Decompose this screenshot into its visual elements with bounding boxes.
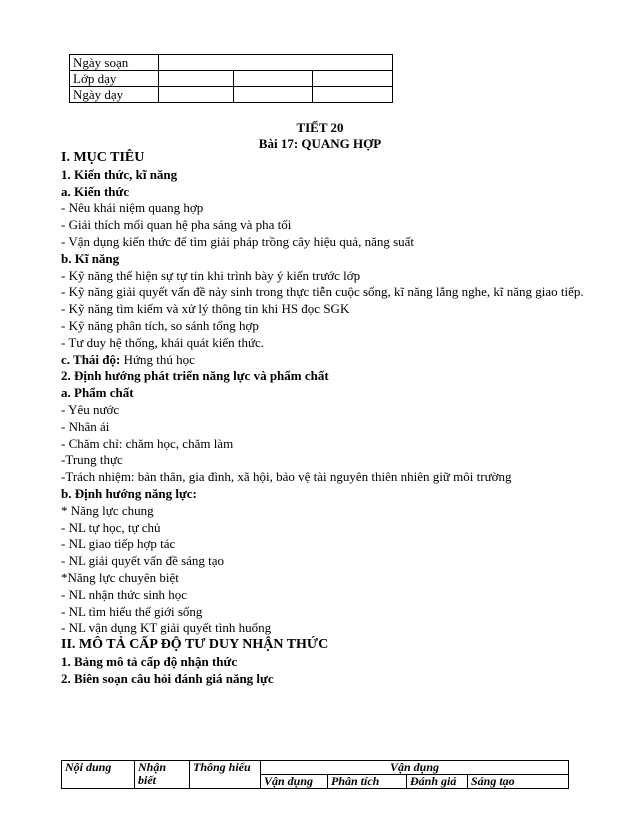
lesson-title: Bài 17: QUANG HỢP [258,136,382,151]
heading-kien-thuc-ki-nang: 1. Kiến thức, kĩ năng [61,166,178,182]
header-nhan-biet: Nhận biết [135,761,190,789]
table-row [70,87,393,103]
cell [159,87,234,103]
cognitive-levels-table [61,760,569,789]
list-item: - Chăm chỉ: chăm học, chăm làm [61,435,234,451]
list-item: - NL nhận thức sinh học [61,586,188,602]
list-item: - Kỹ năng thể hiện sự tự tin khi trình bày ý kiến trước lớp [61,267,361,283]
list-item: -Trung thực [61,452,123,468]
list-item: * Năng lực chung [61,502,154,518]
label-ngay-soan: Ngày soạn [70,55,159,71]
heading-thai-do: c. Thái độ: [61,351,121,367]
list-item: - NL giao tiếp hợp tác [61,536,176,552]
heading-dinh-huong-nang-luc: b. Định hướng năng lực: [61,485,197,501]
cell [313,71,393,87]
lesson-number: TIẾT 20 [296,120,344,135]
list-item: - NL tự học, tự chủ [61,519,161,535]
list-item: - Kỹ năng tìm kiếm và xử lý thông tin khi HS đọc SGK [61,301,350,317]
list-item: - Nêu khái niệm quang hợp [61,200,204,216]
cell [233,87,313,103]
heading-dinh-huong: 2. Định hướng phát triển năng lực và phẩm chất [61,368,329,384]
heading-ki-nang: b. Kĩ năng [61,250,120,266]
table-header-row [62,761,569,775]
cell [313,87,393,103]
list-item: - NL vận dụng KT giải quyết tình huống [61,620,272,636]
table-row [70,55,393,71]
list-item: - Kỹ năng giải quyết vấn đề nảy sinh trong thực tiễn cuộc sống, kĩ năng lắng nghe, kĩ năng giao tiếp. [61,284,584,300]
header-noi-dung: Nội dung [62,761,135,789]
label-ngay-day: Ngày dạy [70,87,159,103]
list-item: - Yêu nước [61,401,120,417]
heading-pham-chat: a. Phẩm chất [61,385,134,401]
table-row [70,71,393,87]
thai-do-text: Hứng thú học [120,351,195,367]
header-thong-hieu: Thông hiểu [190,761,261,789]
header-sang-tao: Sáng tạo [468,775,569,789]
thai-do-line [61,352,611,369]
lesson-content [61,150,611,688]
info-table [69,54,393,103]
list-item: -Trách nhiệm: bản thân, gia đình, xã hội, bảo vệ tài nguyên thiên nhiên giữ môi trường [61,469,512,485]
heading-muc-tieu: I. MỤC TIÊU [61,150,145,165]
header-phan-tich: Phân tích [328,775,407,789]
header-danh-gia: Đánh giá [407,775,468,789]
cell [233,71,313,87]
list-item: - Tư duy hệ thống, khái quát kiến thức. [61,334,265,350]
heading-mo-ta-cap-do: II. MÔ TẢ CẤP ĐỘ TƯ DUY NHẬN THỨC [61,637,329,653]
list-item: - Nhân ái [61,418,110,434]
list-item: - Giải thích mối quan hệ pha sáng và pha tối [61,217,292,233]
cell [159,71,234,87]
label-lop-day: Lớp dạy [70,71,159,87]
cell-ngay-soan-value [159,55,393,71]
header-van-dung: Vận dụng [261,775,328,789]
list-item: *Năng lực chuyên biệt [61,569,179,585]
heading-bien-soan: 2. Biên soạn câu hỏi đánh giá năng lực [61,670,274,686]
list-item: - NL tìm hiểu thế giới sống [61,603,203,619]
list-item: - Kỹ năng phân tích, so sánh tổng hợp [61,317,259,333]
list-item: - NL giải quyết vấn đề sáng tạo [61,553,225,569]
list-item: - Vận dụng kiến thức để tìm giải pháp trồng cây hiệu quả, năng suất [61,233,415,249]
header-van-dung-group: Vận dụng [261,761,569,775]
heading-kien-thuc: a. Kiến thức [61,183,130,199]
heading-bang-mo-ta: 1. Bảng mô tả cấp độ nhận thức [61,653,238,669]
